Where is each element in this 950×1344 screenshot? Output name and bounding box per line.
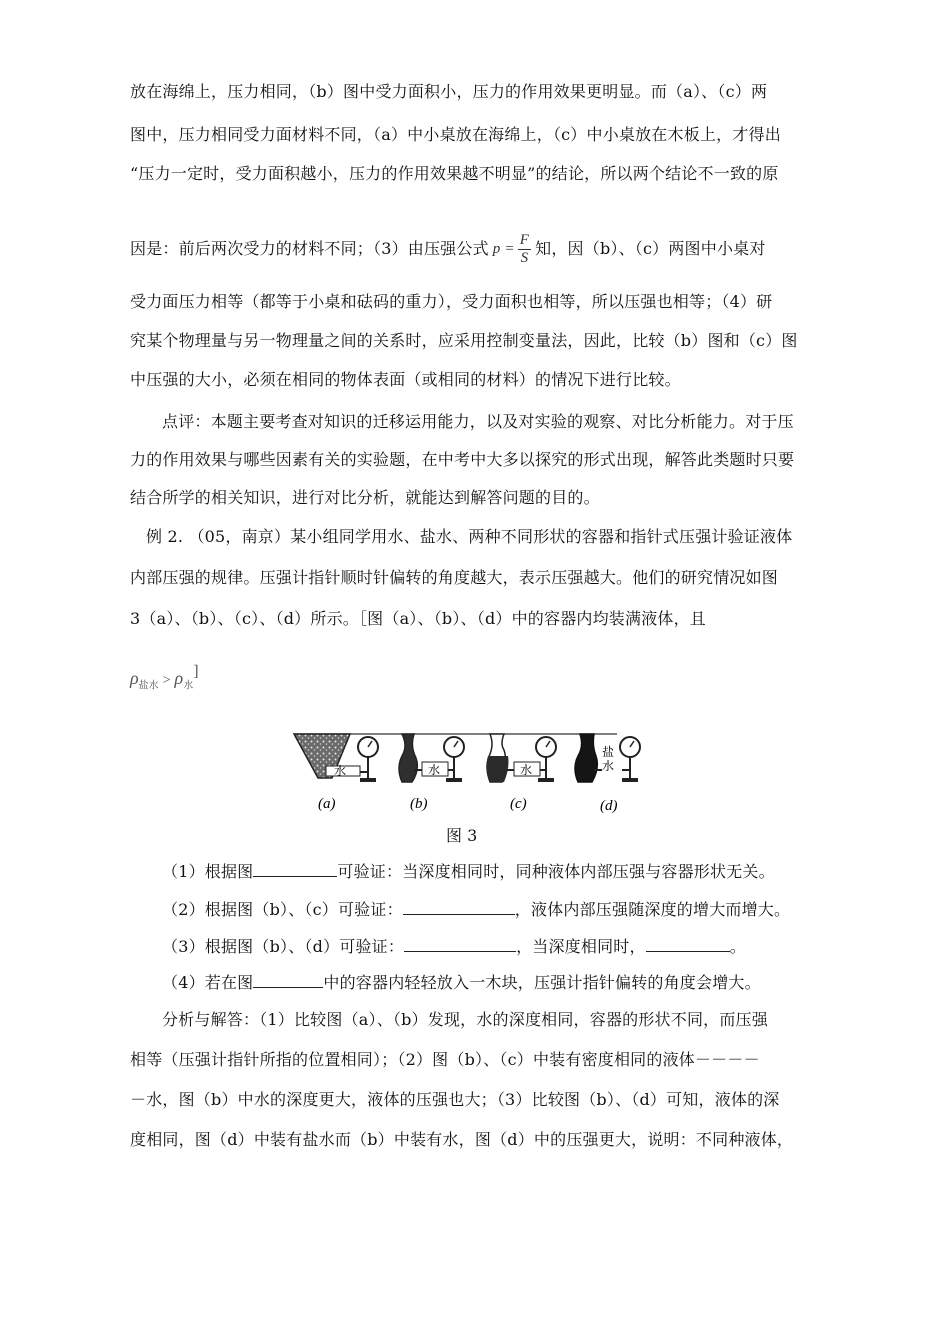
figure-label-b: (b): [410, 796, 428, 812]
figure-caption: 图 3: [446, 826, 478, 845]
example-line: 内部压强的规律。压强计指针顺时针偏转的角度越大，表示压强越大。他们的研究情况如图: [130, 568, 779, 587]
analysis-line: －水，图（b）中水的深度更大，液体的压强也大；（3）比较图（b）、（d）可知，液体的深: [130, 1090, 780, 1109]
question-text: 可验证：当深度相同时，同种液体内部压强与容器形状无关。: [337, 862, 775, 881]
answer-blank[interactable]: [646, 937, 730, 952]
closing-bracket: ]: [193, 663, 199, 680]
analysis-line: 分析与解答：（1）比较图（a）、（b）发现，水的深度相同，容器的形状不同，而压强: [162, 1010, 768, 1029]
question-text: ，当深度相同时，: [516, 937, 646, 956]
question-prefix: （4）若在图: [162, 973, 254, 992]
question-line: [162, 973, 852, 993]
container-b: [399, 734, 464, 782]
body-text-line: 究某个物理量与另一物理量之间的关系时，应采用控制变量法，因此，比较（b）图和（c）图: [130, 331, 798, 350]
liquid-label-a: 水: [334, 764, 347, 778]
answer-blank[interactable]: [253, 862, 337, 877]
formula-numerator: F: [519, 232, 530, 248]
formula-p: p =: [492, 240, 515, 257]
answer-blank[interactable]: [403, 900, 515, 915]
formula-line-after: 知，因（b）、（c）两图中小桌对: [535, 239, 766, 258]
example-line: 例 2. （05，南京）某小组同学用水、盐水、两种不同形状的容器和指针式压强计验证液体: [146, 527, 793, 546]
body-text-line: 受力面压力相等（都等于小桌和砝码的重力），受力面积也相等，所以压强也相等；（4）研: [130, 292, 773, 311]
question-line: [162, 937, 852, 957]
answer-blank[interactable]: [404, 937, 516, 952]
answer-blank[interactable]: [253, 973, 323, 988]
comment-line: 力的作用效果与哪些因素有关的实验题，在中考中大多以探究的形式出现，解答此类题时只要: [130, 450, 795, 469]
body-text-line: 图中，压力相同受力面材料不同，（a）中小桌放在海绵上，（c）中小桌放在木板上，才得出: [130, 125, 781, 144]
question-line: [162, 862, 852, 882]
rho-symbol: ρ: [130, 668, 139, 688]
comment-line: 结合所学的相关知识，进行对比分析，就能达到解答问题的目的。: [130, 488, 600, 507]
question-prefix: （3）根据图（b）、（d）可验证：: [162, 937, 405, 956]
question-text: ，液体内部压强随深度的增大而增大。: [514, 900, 791, 919]
container-a: [294, 734, 378, 782]
pressure-formula: [493, 232, 531, 267]
body-text-line: 中压强的大小，必须在相同的物体表面（或相同的材料）的情况下进行比较。: [130, 370, 681, 389]
container-d: [575, 734, 640, 782]
body-text-line: 放在海绵上，压力相同，（b）图中受力面积小，压力的作用效果更明显。而（a）、（c）两: [130, 82, 768, 101]
formula-line: [130, 232, 820, 267]
rho-subscript-water: 水: [183, 680, 194, 692]
figure-label-d: (d): [600, 798, 618, 814]
body-text-line: “压力一定时，受力面积越小，压力的作用效果越不明显”的结论，所以两个结论不一致的原: [130, 164, 779, 183]
formula-denominator: S: [520, 250, 529, 266]
question-text: 中的容器内轻轻放入一木块，压强计指针偏转的角度会增大。: [323, 973, 761, 992]
question-line: [162, 900, 852, 920]
comment-line: 点评：本题主要考查对知识的迁移运用能力，以及对实验的观察、对比分析能力。对于压: [162, 412, 794, 431]
question-prefix: （1）根据图: [162, 862, 254, 881]
rho-subscript-brine: 盐水: [138, 680, 159, 692]
analysis-line: 度相同，图（d）中装有盐水而（b）中装有水，图（d）中的压强更大，说明：不同种液体，: [130, 1130, 794, 1149]
analysis-line: 相等（压强计指针所指的位置相同）；（2）图（b）、（c）中装有密度相同的液体－－－－: [130, 1050, 760, 1069]
liquid-label-d: 盐水: [602, 745, 615, 773]
greater-than: >: [162, 673, 171, 688]
liquid-label-c: 水: [520, 763, 533, 777]
figure-3-diagram: [292, 728, 652, 820]
figure-label-c: (c): [510, 796, 527, 812]
container-c: [486, 734, 556, 782]
question-suffix: 。: [729, 937, 746, 956]
liquid-label-b: 水: [428, 763, 441, 777]
figure-label-a: (a): [318, 796, 336, 812]
question-prefix: （2）根据图（b）、（c）可验证：: [162, 900, 403, 919]
rho-symbol: ρ: [174, 668, 184, 688]
formula-line-before: 因是：前后两次受力的材料不同；（3）由压强公式: [130, 239, 489, 258]
example-line: 3（a）、（b）、（c）、（d）所示。［图（a）、（b）、（d）中的容器内均装满液体，且: [130, 609, 706, 628]
density-relation: [130, 663, 199, 692]
